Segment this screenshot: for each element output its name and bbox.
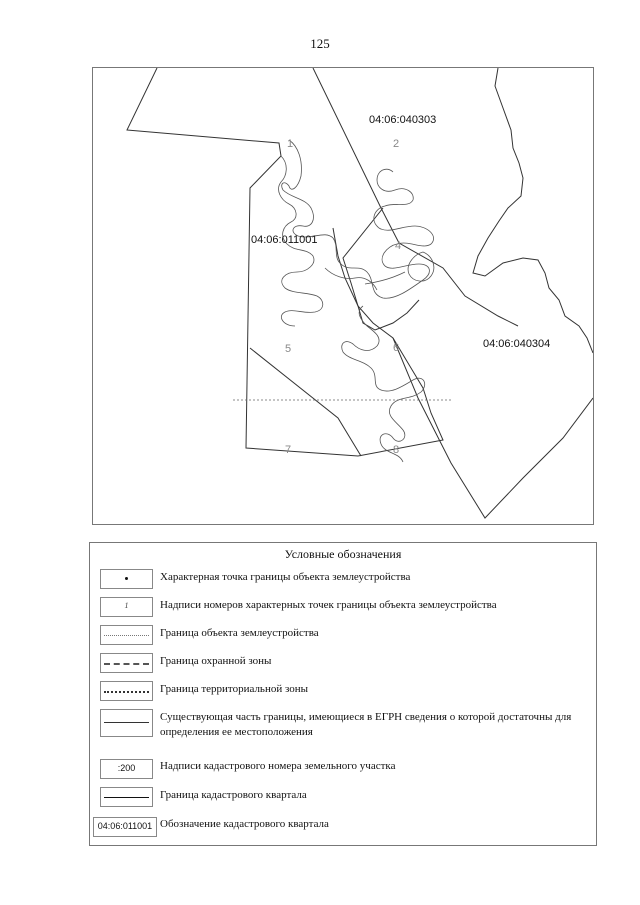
- quarter-boundary-road: [343, 208, 419, 330]
- point-number-sample: 1: [124, 601, 129, 610]
- legend-swatch-protection-zone: [100, 653, 153, 673]
- point-label-6: 6: [393, 342, 400, 354]
- river-loop: [408, 252, 434, 281]
- point-label-4: 4: [395, 240, 402, 252]
- legend-swatch-quarter-boundary: [100, 787, 153, 807]
- map-drawing: [93, 68, 594, 525]
- quarter-boundary-line-icon: [104, 797, 149, 798]
- cadastral-map: [92, 67, 594, 525]
- point-icon: [125, 577, 128, 580]
- legend-text: Характерная точка границы объекта землеустройства: [160, 571, 411, 583]
- quarter-label-040304: 04:06:040304: [483, 338, 551, 350]
- quarter-label-011001: 04:06:011001: [251, 234, 318, 246]
- legend-text: Обозначение кадастрового квартала: [160, 818, 329, 830]
- quarter-boundary-northeast: [473, 68, 593, 353]
- legend-text: Существующая часть границы, имеющиеся в ЕГРН сведения о которой достаточны для определения ее местоположения: [160, 711, 572, 738]
- legend-swatch-object-boundary: [100, 625, 153, 645]
- legend-text: Граница территориальной зоны: [160, 683, 309, 695]
- point-label-8: 8: [393, 444, 400, 456]
- quarter-boundary-east: [393, 338, 593, 518]
- legend-swatch-existing-boundary: [100, 709, 153, 737]
- territorial-zone-line-icon: [104, 691, 149, 693]
- quarter-label-040303: 04:06:040303: [369, 114, 437, 126]
- quarter-designation-sample: 04:06:011001: [97, 821, 153, 831]
- quarter-boundary-south: [250, 348, 361, 456]
- point-label-1: 1: [287, 138, 294, 150]
- legend-swatch-point-number: [100, 597, 153, 617]
- quarter-boundary-diagonal: [313, 68, 518, 326]
- legend-text: Надписи номеров характерных точек границы объекта землеустройства: [160, 599, 497, 611]
- legend-swatch-territorial-zone: [100, 681, 153, 701]
- point-label-2: 2: [393, 138, 400, 150]
- page-number: 125: [310, 36, 330, 51]
- legend: [89, 542, 597, 846]
- existing-boundary-line-icon: [104, 722, 149, 723]
- legend-title: Условные обозначения: [284, 547, 402, 561]
- legend-text: Надписи кадастрового номера земельного участка: [160, 760, 396, 772]
- legend-swatch-quarter-designation: [93, 817, 157, 837]
- point-label-7: 7: [285, 444, 292, 456]
- legend-swatch-cadastral-number: [100, 759, 153, 779]
- legend-swatch-point: [100, 569, 153, 589]
- river-outline: [282, 140, 434, 298]
- protection-zone-line-icon: [104, 663, 149, 665]
- cadastral-number-sample: :200: [117, 763, 136, 773]
- river-tributary: [325, 268, 405, 290]
- object-boundary-line-icon: [104, 635, 149, 636]
- legend-text: Граница объекта землеустройства: [160, 627, 319, 639]
- quarter-boundary-west: [127, 68, 443, 456]
- legend-text: Граница охранной зоны: [160, 655, 272, 667]
- point-label-5: 5: [285, 343, 292, 355]
- legend-text: Граница кадастрового квартала: [160, 789, 307, 801]
